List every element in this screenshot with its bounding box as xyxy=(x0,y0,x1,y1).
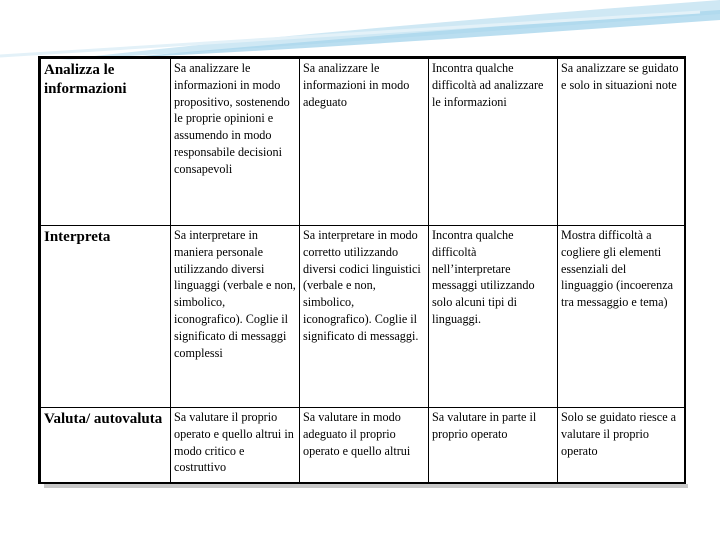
table-row xyxy=(41,408,685,483)
level-cell: Sa valutare il proprio operato e quello altrui in modo critico e costruttivo xyxy=(171,408,300,483)
level-cell: Sa interpretare in modo corretto utilizzando diversi codici linguistici (verbale e non, simbolico, iconografico). Coglie il significato di messaggi. xyxy=(300,226,429,408)
level-cell: Sa analizzare le informazioni in modo propositivo, sostenendo le proprie opinioni e assumendo in modo responsabile decisioni consapevoli xyxy=(171,59,300,226)
level-cell: Sa analizzare se guidato e solo in situazioni note xyxy=(558,59,685,226)
table-row xyxy=(41,59,685,226)
criterion-cell: Analizza le informazioni xyxy=(41,59,171,226)
table-row xyxy=(41,226,685,408)
level-cell: Sa valutare in parte il proprio operato xyxy=(429,408,558,483)
level-cell: Mostra difficoltà a cogliere gli elementi essenziali del linguaggio (incoerenza tra messaggio e tema) xyxy=(558,226,685,408)
level-cell: Sa analizzare le informazioni in modo adeguato xyxy=(300,59,429,226)
level-cell: Solo se guidato riesce a valutare il proprio operato xyxy=(558,408,685,483)
criterion-cell: Interpreta xyxy=(41,226,171,408)
decorative-swoosh xyxy=(0,0,720,60)
rubric-table xyxy=(40,58,685,483)
level-cell: Incontra qualche difficoltà nell’interpretare messaggi utilizzando solo alcuni tipi di linguaggi. xyxy=(429,226,558,408)
level-cell: Sa interpretare in maniera personale utilizzando diversi linguaggi (verbale e non, simbolico, iconografico). Coglie il significato di messaggi complessi xyxy=(171,226,300,408)
level-cell: Sa valutare in modo adeguato il proprio operato e quello altrui xyxy=(300,408,429,483)
level-cell: Incontra qualche difficoltà ad analizzare le informazioni xyxy=(429,59,558,226)
table-shadow xyxy=(44,484,688,488)
criterion-cell: Valuta/ autovaluta xyxy=(41,408,171,483)
